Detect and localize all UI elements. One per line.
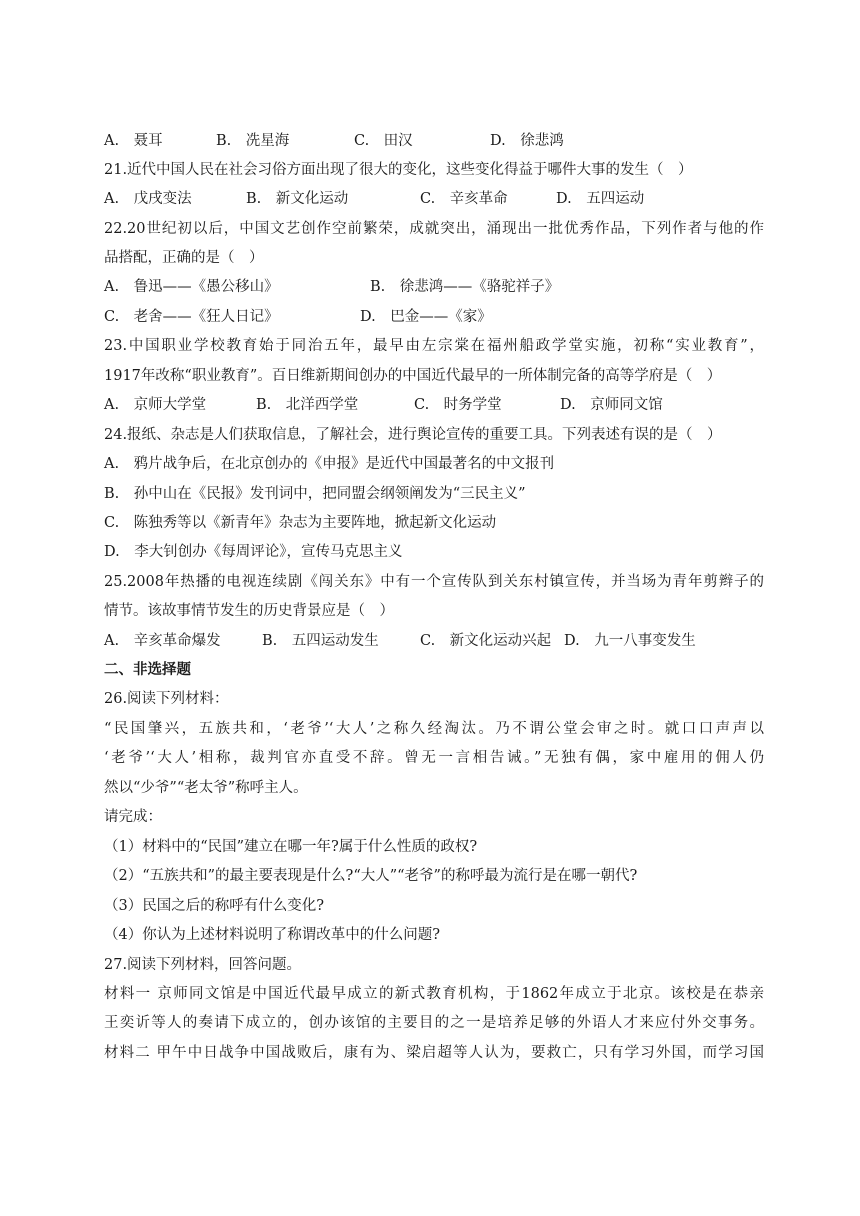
q21-option-c: C. 辛亥革命 xyxy=(420,191,508,207)
q22-option-d: D. 巴金——《家》 xyxy=(360,309,492,325)
q22-options-row1 xyxy=(104,277,764,297)
q24-option-b: B. 孙中山在《民报》发刊词中，把同盟会纲领阐发为“三民主义” xyxy=(104,486,526,502)
q22-option-c: C. 老舍——《狂人日记》 xyxy=(104,309,279,325)
q27-intro: 27.阅读下列材料，回答问题。 xyxy=(104,957,302,973)
q23-option-b: B. 北洋西学堂 xyxy=(256,397,359,413)
q23-stem-line2: 1917年改称“职业教育”。百日维新期间创办的中国近代最早的一所体制完备的高等学府是（ ） xyxy=(104,368,722,384)
q23-options xyxy=(104,395,764,415)
q23-option-c: C. 时务学堂 xyxy=(414,397,502,413)
q27-material1-line2: 王奕䜣等人的奏请下成立的，创办该馆的主要目的之一是培养足够的外语人才来应付外交事务。 xyxy=(104,1015,764,1031)
q21-option-a: A. 戊戌变法 xyxy=(104,191,192,207)
q22-options-row2 xyxy=(104,307,764,327)
q25-option-b: B. 五四运动发生 xyxy=(262,633,379,649)
q27-material2-line1: 材料二 甲午中日战争中国战败后，康有为、梁启超等人认为，要救亡，只有学习外国，而学习国 xyxy=(104,1045,764,1061)
q25-option-a: A. 辛亥革命爆发 xyxy=(104,633,221,649)
q23-option-a: A. 京师大学堂 xyxy=(104,397,207,413)
q24-stem: 24.报纸、杂志是人们获取信息，了解社会，进行舆论宣传的重要工具。下列表述有误的是（ ） xyxy=(104,427,722,443)
q25-option-d: D. 九一八事变发生 xyxy=(564,633,696,649)
q25-options xyxy=(104,631,764,651)
q20-option-a: A. 聂耳 xyxy=(104,133,163,149)
q26-material-line1: “民国肇兴，五族共和，‘老爷’‘大人’之称久经淘汰。乃不谓公堂会审之时。就口口声声以 xyxy=(104,721,764,737)
q21-stem: 21.近代中国人民在社会习俗方面出现了很大的变化，这些变化得益于哪件大事的发生（ ） xyxy=(104,162,693,178)
q22-stem-line2: 品搭配，正确的是（ ） xyxy=(104,250,264,266)
q27-material1-line1: 材料一 京师同文馆是中国近代最早成立的新式教育机构，于1862年成立于北京。该校是在恭亲 xyxy=(104,986,764,1002)
q20-option-c: C. 田汉 xyxy=(354,133,413,149)
q20-option-b: B. 冼星海 xyxy=(216,133,290,149)
q22-stem-line1: 22.20世纪初以后，中国文艺创作空前繁荣，成就突出，涌现出一批优秀作品，下列作者与他的作 xyxy=(104,221,764,237)
q24-option-a: A. 鸦片战争后，在北京创办的《申报》是近代中国最著名的中文报刊 xyxy=(104,456,555,472)
q25-stem-line1: 25.2008年热播的电视连续剧《闯关东》中有一个宣传队到关东村镇宣传，并当场为青年剪辫子的 xyxy=(104,574,764,590)
q26-material-line2: ‘老爷’‘大人’相称，裁判官亦直受不辞。曾无一言相告诫。”无独有偶，家中雇用的佣人仍 xyxy=(104,750,764,766)
q24-option-d: D. 李大钊创办《每周评论》，宣传马克思主义 xyxy=(104,544,403,560)
q26-material-line3: 然以“少爷”“老太爷”称呼主人。 xyxy=(104,780,308,796)
q25-option-c: C. 新文化运动兴起 xyxy=(420,633,552,649)
section-title: 二、非选择题 xyxy=(104,661,191,678)
q21-options xyxy=(104,189,764,209)
q26-intro: 26.阅读下列材料： xyxy=(104,691,229,707)
q26-subquestion-3: （3）民国之后的称呼有什么变化? xyxy=(104,898,324,914)
q20-option-d: D. 徐悲鸿 xyxy=(490,133,564,149)
q26-subquestion-1: （1）材料中的“民国”建立在哪一年?属于什么性质的政权? xyxy=(104,839,478,855)
q26-prompt: 请完成： xyxy=(104,809,162,825)
q24-option-c: C. 陈独秀等以《新青年》杂志为主要阵地，掀起新文化运动 xyxy=(104,515,497,531)
q22-option-a: A. 鲁迅——《愚公移山》 xyxy=(104,279,279,295)
q23-stem-line1: 23.中国职业学校教育始于同治五年，最早由左宗棠在福州船政学堂实施，初称“实业教育”， xyxy=(104,338,764,354)
q21-option-b: B. 新文化运动 xyxy=(246,191,349,207)
q26-subquestion-2: （2）“五族共和”的最主要表现是什么?“大人”“老爷”的称呼最为流行是在哪一朝代? xyxy=(104,868,638,884)
q23-option-d: D. 京师同文馆 xyxy=(560,397,663,413)
q26-subquestion-4: （4）你认为上述材料说明了称谓改革中的什么问题? xyxy=(104,927,440,943)
q25-stem-line2: 情节。该故事情节发生的历史背景应是（ ） xyxy=(104,603,394,619)
q21-option-d: D. 五四运动 xyxy=(556,191,645,207)
q20-options xyxy=(104,131,764,151)
q22-option-b: B. 徐悲鸿——《骆驼祥子》 xyxy=(370,279,560,295)
